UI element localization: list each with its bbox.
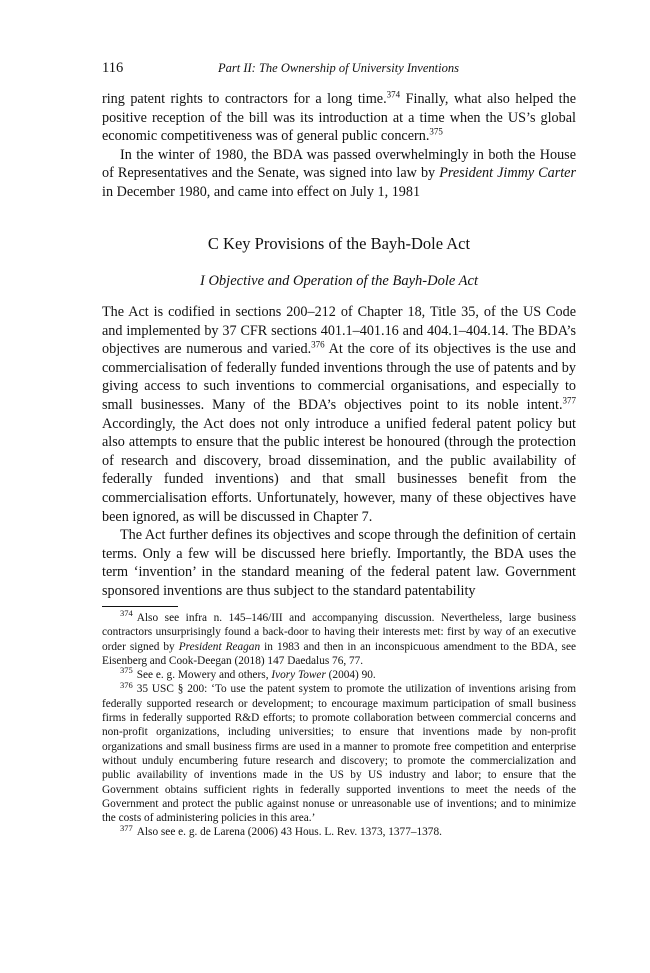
footnotes xyxy=(102,608,576,840)
main-text xyxy=(102,303,576,601)
paragraph: The Act is codified in sections 200–212 of Chapter 18, Title 35, of the US Code and implemented by 37 CFR sections 401.1–401.16 and 404.1–404.14. The BDA’s objectives are numerous and varied.$^{376}$ At the core of its objectives is the use and commercialisation of federally funded inventions through the use of patents and by giving access to such inventions to commercial organisations, and especially to small businesses. Many of the BDA’s objectives point to its noble intent.$^{377}$ Accordingly, the Act does not only introduce a unified federal patent policy but also attempts to ensure that the public interest be honoured (through the protection of research and discovery, broad dissemination, and the public availability of federally funded inventions) and that small businesses benefit from the commercialisation efforts. Unfortunately, however, many of these objectives have been ignored, as will be discussed in Chapter 7. xyxy=(102,304,576,525)
footnote: $^{374}$ Also see infra n. 145–146/III and accompanying discussion. Nevertheless, large business contractors unsurprisingly found a back-door to having their interests met: first by way of an executive order signed by President Reagan in 1983 and then in an inconspicuous amendment to the BDA, see Eisenberg and Cook-Deegan (2018) 147 Daedalus 76, 77. xyxy=(102,608,576,667)
footnote: $^{376}$ 35 USC § 200: ‘To use the patent system to promote the utilization of inventions arising from federally supported research or development; to encourage maximum participation of small business firms in federally supported R&D efforts; to promote collaboration between commercial concerns and non-profit organizations, including universities; to ensure that inventions made by non-profit organizations and small business firms are used in a manner to promote free competition and enterprise without unduly encumbering future research and discovery; to promote the commercialization and public availability of inventions made in the US by US industry and labor; to ensure that the Government obtains sufficient rights in federally supported inventions to meet the needs of the Government and protect the public against nonuse or unreasonable use of inventions; and to minimize the costs of administering policies in this area.’ xyxy=(102,679,576,825)
running-head: Part II: The Ownership of University Inventions xyxy=(218,61,459,75)
footnote-ref[interactable]: 376 xyxy=(311,339,325,350)
footnote-ref[interactable]: 374 xyxy=(386,89,401,100)
page-header xyxy=(102,60,576,80)
footnote-ref[interactable]: 375 xyxy=(429,126,443,137)
footnote-ref[interactable]: 377 xyxy=(562,395,576,406)
paragraph: ring patent rights to contractors for a long time.$^{374}$ Finally, what also helped the positive reception of the bill was its introduction at a time when the US’s global economic competitiveness was of general public concern.$^{375}$ xyxy=(102,89,576,144)
footnote-number: 374 xyxy=(120,608,133,619)
footnote-divider xyxy=(102,606,178,607)
footnote-number: 377 xyxy=(120,822,133,833)
footnote: $^{377}$ Also see e. g. de Larena (2006) 43 Hous. L. Rev. 1373, 1377–1378. xyxy=(120,822,442,839)
paragraph: The Act further defines its objectives and scope through the definition of certain terms. Only a few will be discussed here briefly. Importantly, the BDA uses the term ‘invention’ in the standard meaning of the federal patent law. Government sponsored inventions are thus subject to the standard patentability xyxy=(102,527,576,599)
subsection-heading: I Objective and Operation of the Bayh-Dole Act xyxy=(200,273,478,289)
footnote-number: 376 xyxy=(120,679,133,690)
footnote-number: 375 xyxy=(120,665,133,676)
section-heading: C Key Provisions of the Bayh-Dole Act xyxy=(207,234,471,253)
footnote: $^{375}$ See e. g. Mowery and others, Ivory Tower (2004) 90. xyxy=(120,665,376,682)
intro-text xyxy=(102,90,576,201)
page-number: 116 xyxy=(102,60,124,76)
paragraph: In the winter of 1980, the BDA was passed overwhelmingly in both the House of Representatives and the Senate, was signed into law by President Jimmy Carter in December 1980, and came into effect on July 1, 1981 xyxy=(102,146,577,200)
